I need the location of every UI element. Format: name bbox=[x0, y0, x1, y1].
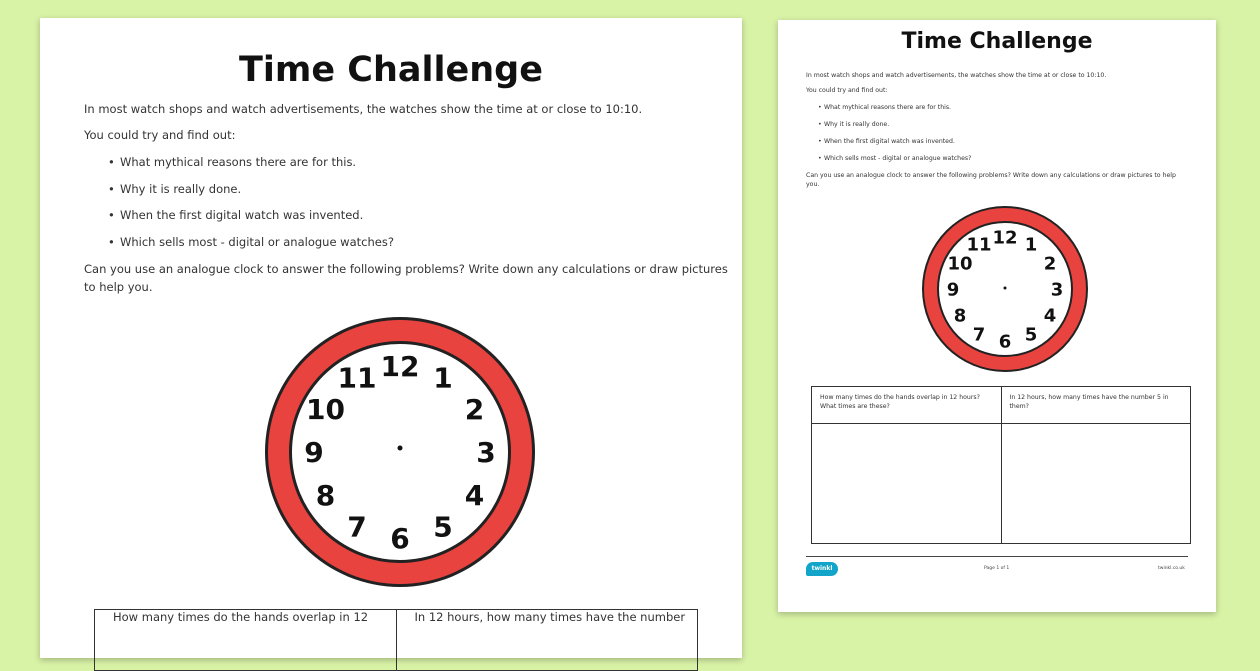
clock-numeral: 2 bbox=[464, 393, 485, 427]
question-cell-text: In 12 hours, how many times have the number 5 in them? bbox=[1009, 394, 1169, 410]
clock-numeral: 1 bbox=[433, 361, 453, 395]
question-cell bbox=[1001, 387, 1191, 423]
clock-numeral: 7 bbox=[972, 324, 986, 346]
clock-numeral: 9 bbox=[946, 279, 960, 301]
clock-numeral: 6 bbox=[998, 331, 1012, 353]
clock-numeral: 4 bbox=[464, 479, 485, 513]
question-cell[interactable] bbox=[396, 610, 698, 670]
question-cell[interactable] bbox=[95, 610, 396, 670]
question-table bbox=[94, 609, 698, 671]
question-cell-text: How many times do the hands overlap in 12 bbox=[113, 610, 369, 624]
question-cell-text: How many times do the hands overlap in 12 hours? What times are these? bbox=[820, 394, 980, 410]
answer-cell[interactable] bbox=[812, 424, 1001, 543]
clock-numeral: 2 bbox=[1043, 253, 1057, 275]
clock-numeral: 10 bbox=[947, 253, 973, 275]
footer-site: twinkl.co.uk bbox=[1158, 566, 1185, 571]
intro-text: In most watch shops and watch advertisements, the watches show the time at or close to 10:10. bbox=[84, 102, 643, 116]
bullet-item: • Which sells most - digital or analogue watches? bbox=[824, 155, 971, 162]
answer-row bbox=[812, 424, 1190, 543]
question-text: to help you. bbox=[84, 280, 153, 294]
question-cell-text: In 12 hours, how many times have the number bbox=[414, 610, 686, 624]
clock-numeral: 7 bbox=[347, 510, 367, 544]
bullet-item: • What mythical reasons there are for this. bbox=[824, 104, 951, 111]
clock-center-dot bbox=[1004, 287, 1007, 290]
twinkl-logo: twinkl bbox=[806, 562, 838, 576]
answer-cell[interactable] bbox=[1001, 424, 1191, 543]
find-out-text: You could try and find out: bbox=[84, 128, 236, 142]
clock-numeral: 12 bbox=[380, 350, 420, 384]
question-cell bbox=[812, 387, 1001, 423]
footer-page-number: Page 1 of 1 bbox=[984, 566, 1010, 571]
question-text: Can you use an analogue clock to answer the following problems? Write down any calculations or draw pictures to help you. bbox=[806, 172, 1176, 188]
question-table bbox=[811, 386, 1191, 544]
worksheet-title: Time Challenge bbox=[901, 29, 1093, 54]
clock-face bbox=[920, 204, 1090, 374]
clock-numeral: 5 bbox=[433, 510, 453, 544]
bullet-item: • Which sells most - digital or analogue watches? bbox=[120, 235, 394, 249]
worksheet-title: Time Challenge bbox=[239, 50, 543, 90]
question-text: Can you use an analogue clock to answer the following problems? Write down any calculations or draw pictures bbox=[84, 262, 728, 276]
clock-numeral: 12 bbox=[992, 227, 1018, 249]
find-out-text: You could try and find out: bbox=[806, 87, 888, 94]
clock-numeral: 8 bbox=[953, 305, 967, 327]
clock-numeral: 11 bbox=[966, 234, 992, 256]
bullet-item: • Why it is really done. bbox=[824, 121, 889, 128]
clock-face bbox=[262, 314, 538, 590]
clock-numeral: 4 bbox=[1043, 305, 1057, 327]
footer-divider bbox=[806, 556, 1188, 557]
clock-numeral: 6 bbox=[390, 522, 410, 556]
clock-numeral: 11 bbox=[337, 361, 377, 395]
clock-numeral: 8 bbox=[315, 479, 336, 513]
bullet-item: • When the first digital watch was invented. bbox=[824, 138, 955, 145]
clock-numeral: 1 bbox=[1024, 234, 1038, 256]
clock-numeral: 10 bbox=[306, 393, 345, 427]
bullet-item: • Why it is really done. bbox=[120, 182, 241, 196]
clock-center-dot bbox=[398, 446, 403, 451]
worksheet-large bbox=[40, 18, 742, 658]
intro-text: In most watch shops and watch advertisements, the watches show the time at or close to 10:10. bbox=[806, 72, 1107, 79]
clock-numeral: 3 bbox=[476, 436, 496, 470]
clock-numeral: 9 bbox=[304, 436, 324, 470]
bullet-item: • When the first digital watch was invented. bbox=[120, 208, 363, 222]
clock-numeral: 3 bbox=[1050, 279, 1064, 301]
worksheet-small bbox=[778, 20, 1216, 612]
clock-numeral: 5 bbox=[1024, 324, 1038, 346]
bullet-item: • What mythical reasons there are for this. bbox=[120, 155, 356, 169]
question-table-header bbox=[812, 387, 1190, 424]
